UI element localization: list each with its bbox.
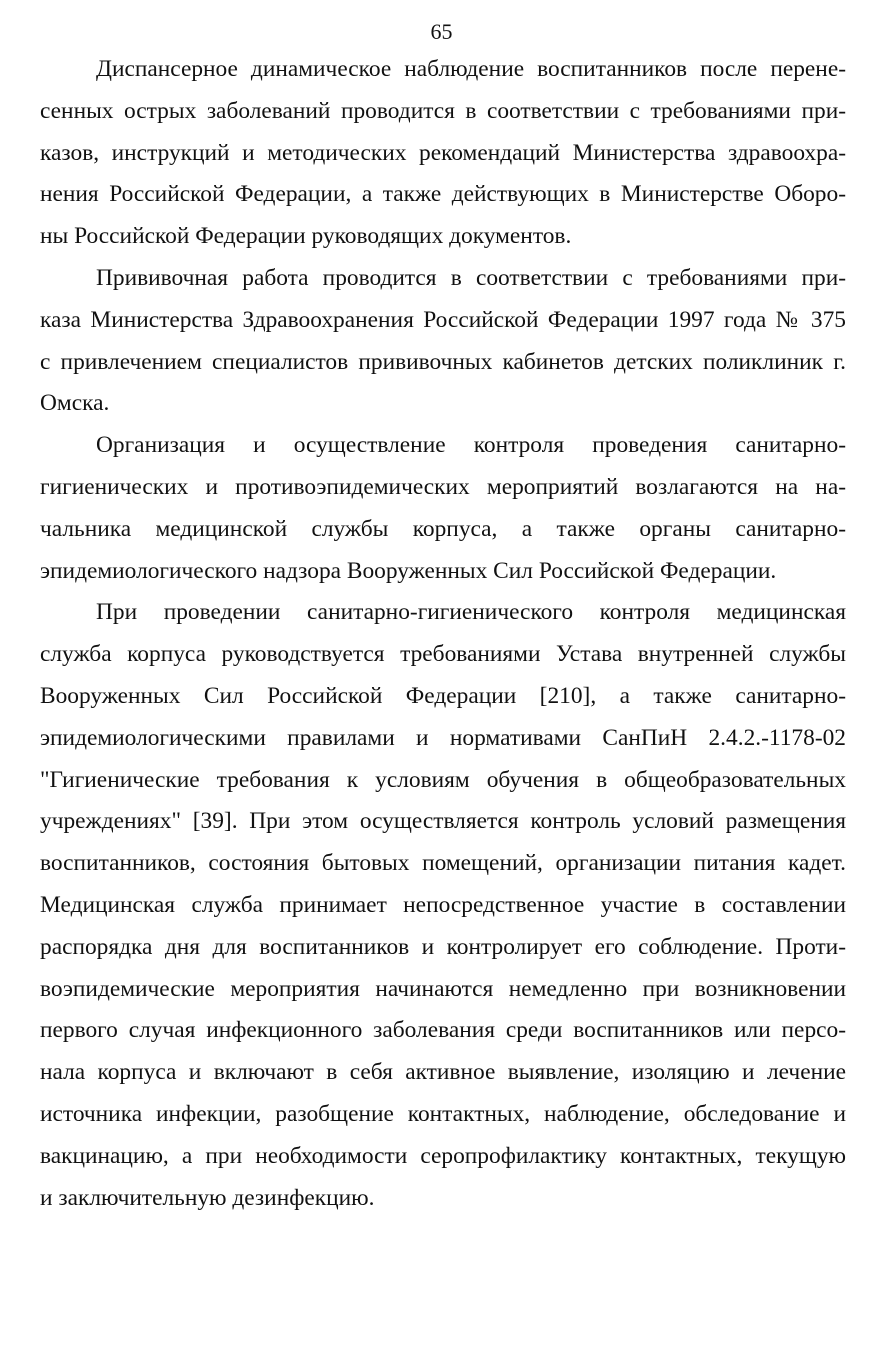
text-line: Медицинская служба принимает непосредственное участие в составлении xyxy=(40,891,846,918)
text-line: воспитанников, состояния бытовых помещений, организации питания кадет. xyxy=(40,850,846,877)
text-line: источника инфекции, разобщение контактных, наблюдение, обследование и xyxy=(40,1100,846,1127)
text-line: воэпидемические мероприятия начинаются немедленно при возникновении xyxy=(40,975,846,1002)
text-line: Прививочная работа проводится в соответствии с требованиями при- xyxy=(96,264,846,291)
text-line: и заключительную дезинфекцию. xyxy=(40,1184,375,1211)
paragraph-dispensary-observation xyxy=(40,49,846,258)
text-line: учреждениях" [39]. При этом осуществляется контроль условий размещения xyxy=(40,808,846,835)
text-line: Диспансерное динамическое наблюдение воспитанников после перене- xyxy=(96,56,846,82)
text-line: нения Российской Федерации, а также действующих в Министерстве Оборо- xyxy=(40,181,846,208)
text-line: вакцинацию, а при необходимости серопрофилактику контактных, текущую xyxy=(40,1142,846,1169)
page-number: 65 xyxy=(430,19,453,44)
paragraph-control-organization xyxy=(40,425,846,592)
text-line: казов, инструкций и методических рекомендаций Министерства здравоохра- xyxy=(40,139,846,166)
text-line: чальника медицинской службы корпуса, а также органы санитарно- xyxy=(40,515,846,542)
paragraph-vaccination-work xyxy=(40,258,846,425)
text-line: нала корпуса и включают в себя активное выявление, изоляцию и лечение xyxy=(40,1059,846,1086)
text-line: Организация и осуществление контроля проведения санитарно- xyxy=(96,432,846,459)
text-line: Вооруженных Сил Российской Федерации [210], а также санитарно- xyxy=(40,682,846,709)
text-line: Омска. xyxy=(40,390,110,417)
text-line: "Гигиенические требования к условиям обучения в общеобразовательных xyxy=(40,766,846,793)
text-line: сенных острых заболеваний проводится в соответствии с требованиями при- xyxy=(40,97,846,124)
document-body xyxy=(40,49,846,1219)
text-line: гигиенических и противоэпидемических мероприятий возлагаются на на- xyxy=(40,473,846,500)
text-line: с привлечением специалистов прививочных кабинетов детских поликлиник г. xyxy=(40,348,846,375)
text-line: При проведении санитарно-гигиенического контроля медицинская xyxy=(96,599,846,626)
paragraph-sanitary-control xyxy=(40,592,846,1219)
text-line: служба корпуса руководствуется требованиями Устава внутренней службы xyxy=(40,641,846,668)
text-line: эпидемиологического надзора Вооруженных Сил Российской Федерации. xyxy=(40,557,777,584)
text-line: распорядка дня для воспитанников и контролирует его соблюдение. Проти- xyxy=(40,933,846,960)
text-line: первого случая инфекционного заболевания среди воспитанников или персо- xyxy=(40,1017,846,1044)
text-line: эпидемиологическими правилами и нормативами СанПиН 2.4.2.-1178-02 xyxy=(40,724,846,751)
text-line: каза Министерства Здравоохранения Российской Федерации 1997 года № 375 xyxy=(40,306,846,333)
text-line: ны Российской Федерации руководящих документов. xyxy=(40,223,572,250)
